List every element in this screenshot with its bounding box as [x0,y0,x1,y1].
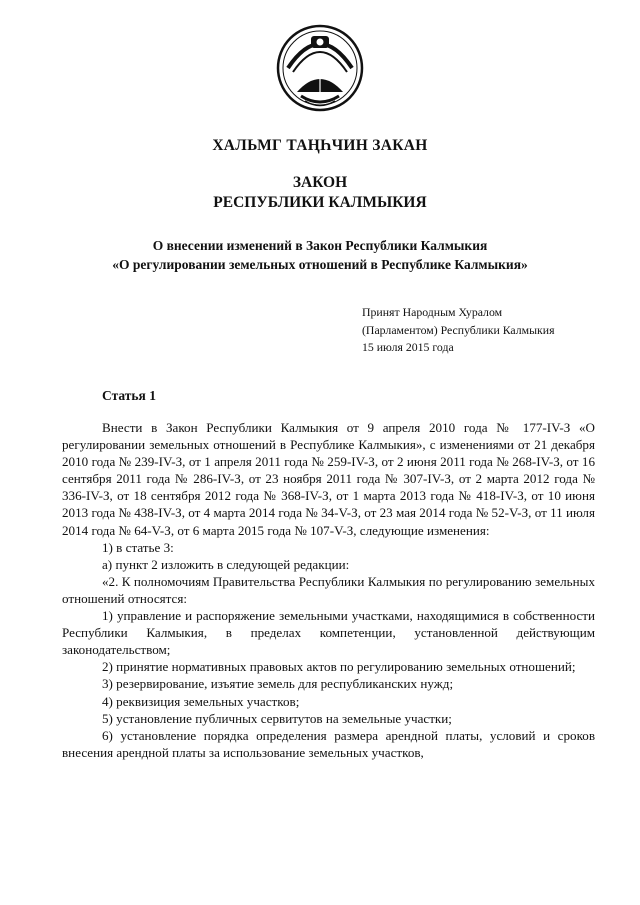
power-3: 3) резервирование, изъятие земель для республиканских нужд; [102,676,454,692]
power-1: 1) управление и распоряжение земельными участками, находящимися в собственности Республики Калмыкия, в пределах компетенции, установленной действующим законодательством; [62,608,595,658]
power-4: 4) реквизиция земельных участков; [102,693,300,709]
law-word: ЗАКОН [292,174,348,191]
coat-of-arms-icon [275,22,365,114]
item-1: 1) в статье 3: [102,539,174,555]
adoption-note [362,304,622,357]
adoption-line-1: Принят Народным Хуралом [362,305,503,319]
article-body [62,419,595,761]
power-2: 2) принятие нормативных правовых актов по регулированию земельных отношений; [102,659,576,675]
law-subject [0,236,640,274]
subject-line-1: О внесении изменений в Закон Республики Калмыкия [152,238,488,253]
adoption-date: 15 июля 2015 года [362,340,454,354]
quoted-clause: «2. К полномочиям Правительства Республики Калмыкия по регулированию земельных отношений относятся: [62,573,595,606]
subject-line-2: «О регулировании земельных отношений в Республике Калмыкия» [112,257,528,272]
item-a: а) пункт 2 изложить в следующей редакции: [102,556,350,572]
article-heading: Статья 1 [102,388,156,403]
republic-name: РЕСПУБЛИКИ КАЛМЫКИЯ [213,194,427,211]
law-title [0,173,640,213]
power-5: 5) установление публичных сервитутов на земельные участки; [102,710,452,726]
power-6: 6) установление порядка определения размера арендной платы, условий и сроков внесения арендной платы за использование земельных участков, [62,727,595,760]
kalmyk-law-title: ХАЛЬМГ ТАҢҺЧИН ЗАКАН [212,137,428,154]
adoption-line-2: (Парламентом) Республики Калмыкия [362,322,555,337]
intro-paragraph: Внести в Закон Республики Калмыкия от 9 апреля 2010 года № 177-IV-З «О регулировании земельных отношений в Республике Калмыкия», с изменениями от 21 декабря 2010 года № 239-IV-З, от 1 апреля 2011 года № 259-IV-З, от 2 июня 2011 года № 268-IV-З, от 16 сентября 2011 года № 286-IV-З, от 23 ноября 2011 года № 307-IV-З, от 2 марта 2012 года № 336-IV-З, от 18 сентября 2012 года № 368-IV-З, от 1 марта 2013 года № 418-IV-З, от 10 июня 2013 года № 438-IV-З, от 4 марта 2014 года № 34-V-З, от 23 мая 2014 года № 52-V-З, от 11 июля 2014 года № 64-V-З, от 6 марта 2015 года № 107-V-З, следующие изменения: [62,420,595,538]
